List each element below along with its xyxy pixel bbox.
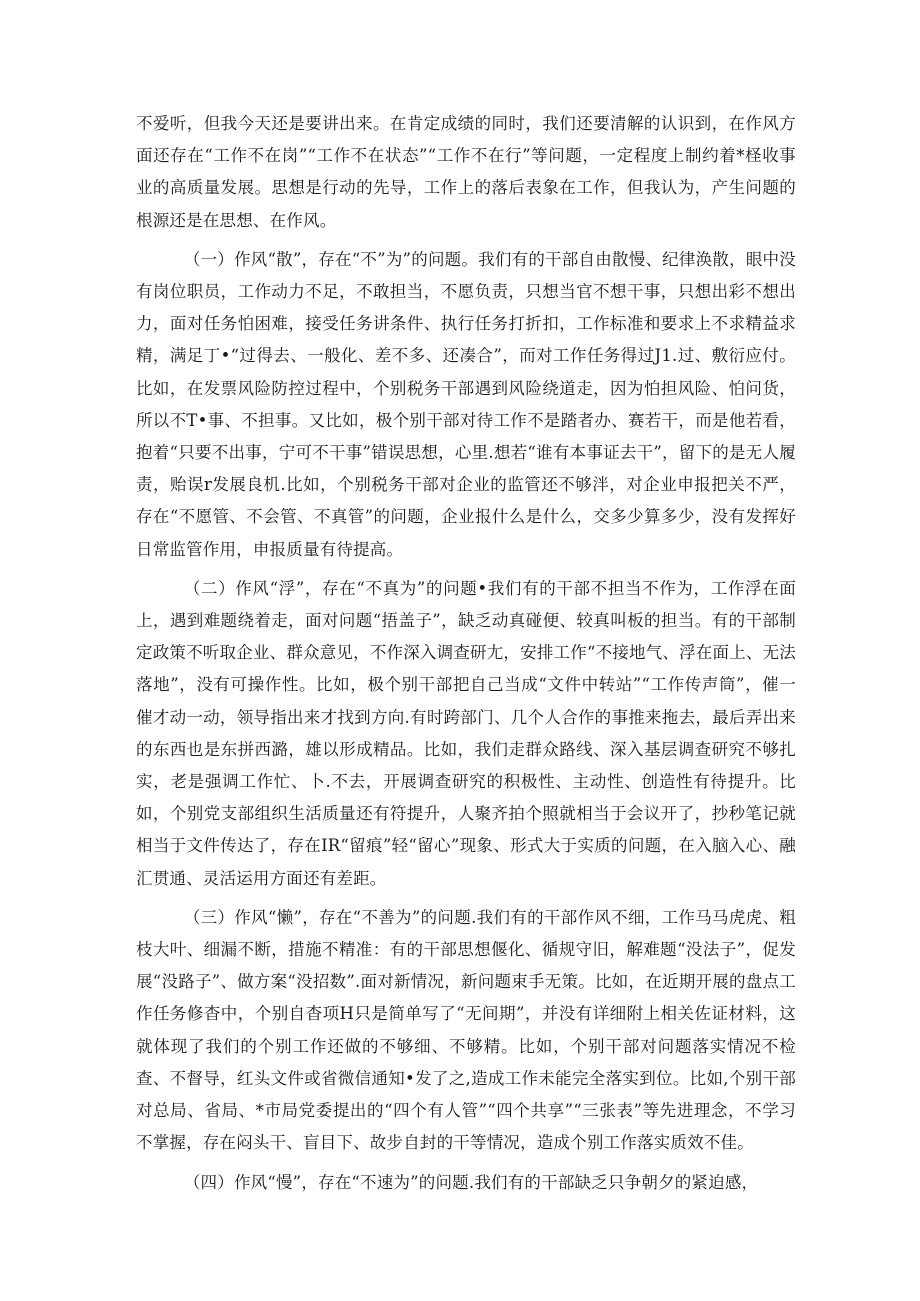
paragraph-section-4: （四）作风“慢”，存在“不速为”的问题.我们有的干部缺乏只争朝夕的紧迫感， [183, 1172, 759, 1192]
paragraph-intro: 不爱听，但我今天还是要讲出来。在肯定成绩的同时，我们还要清解的认识到，在作风方面还存在“工作不在岗”“工作不在状态”“工作不在行”等问题，一定程度上制约着*柽收事业的高质量发展。思想是行动的先导，工作上的落后表象在工作，但我认为，产生问题的根源还是在思想、在作风。 [136, 114, 796, 230]
paragraph-section-1: （一）作风“散”，存在“不”为”的问题。我们有的干部自由散慢、纪律涣散，眼中没有岗位职员，工作动力不足，不敢担当，不愿负责，只想当官不想干事，只想出彩不想出力，面对任务怕困难，接受任务讲条件、执行任务打折扣，工作标准和要求上不求精益求精，满足丁•“过得去、一般化、差不多、还凑合”，而对工作任务得过J1.过、敷衍应付。比如，在发票风险防控过程中，个别税务干部遇到风险绕道走，因为怕担风险、怕问货，所以不T•事、不担事。又比如，极个别干部对待工作不是踏者办、赛若干，而是他若看，抱着“只要不出事，宁可不干事”错误思想，心里.想若“谁有本事证去干”，留下的是无人履责，贻误r发展良机.比如，个别税务干部对企业的监管还不够泮，对企业申报把关不严，存在“不愿管、不会管、不真管”的问题，企业报什么是什么，交多少算多少，没有发挥好日常监管作用，申报质量有待提高。 [136, 249, 796, 559]
document-body [136, 108, 796, 1206]
paragraph-section-3: （三）作风“懒”，存在“不善为”的问题.我们有的干部作风不细，工作马马虎虎、粗枝大叶、细漏不断，措施不精准：有的干部思想偃化、循规守旧，解难题“没法子”，促发展“没路子”、做方案“没招数”.面对新情况，新问题束手无策。比如，在近期开展的盘点工作任务修杳中，个别自杳项H只是简单写了“无间期”，并没有详细附上相关佐证材料，这就体现了我们的个别工作还做的不够细、不够精。比如，个别干部对问题落实情况不检查、不督导，红头文件或省微信通知•发了之,造成工作未能完全落实到位。比如,个别干部对总局、省局、*市局党委提出的“四个有人管”“四个共享”“三张表”等先进理念，不学习不掌握，存在闷头干、盲目下、故步自封的干等情况，造成个别工作落实质效不佳。 [136, 907, 796, 1153]
paragraph-section-2: （二）作风“浮”，存在“不真为”的问题•我们有的干部不担当不作为，工作浮在面上，遇到难题绕着走，面对问题“捂盖子”，缺乏动真碰便、较真叫板的担当。有的干部制定政策不听取企业、群众意见，不作深入调查研尢，安排工作“不接地气、浮在面上、无法落地”，没有可操作性。比如，极个别干部把自己当成“文件中转站”“工作传声筒”，催一催才动一动，领导指出来才找到方向.有时跨部门、几个人合作的事推来拖去，最后弄出来的东西也是东拼西潞，雄以形成精品。比如，我们走群众路线、深入基层调查研究不够扎实，老是强调工作忙、卜.不去，开展调查研究的积极性、主动性、创造性有待提升。比如，个别党支部组织生活质量还有符提升，人聚齐拍个照就相当于会议开了，抄秒笔记就相当于文件传达了，存在IR“留痕”轻“留心”现象、形式大于实质的问题，在入脑入心、融汇贯通、灵活运用方面还有差距。 [136, 578, 796, 888]
